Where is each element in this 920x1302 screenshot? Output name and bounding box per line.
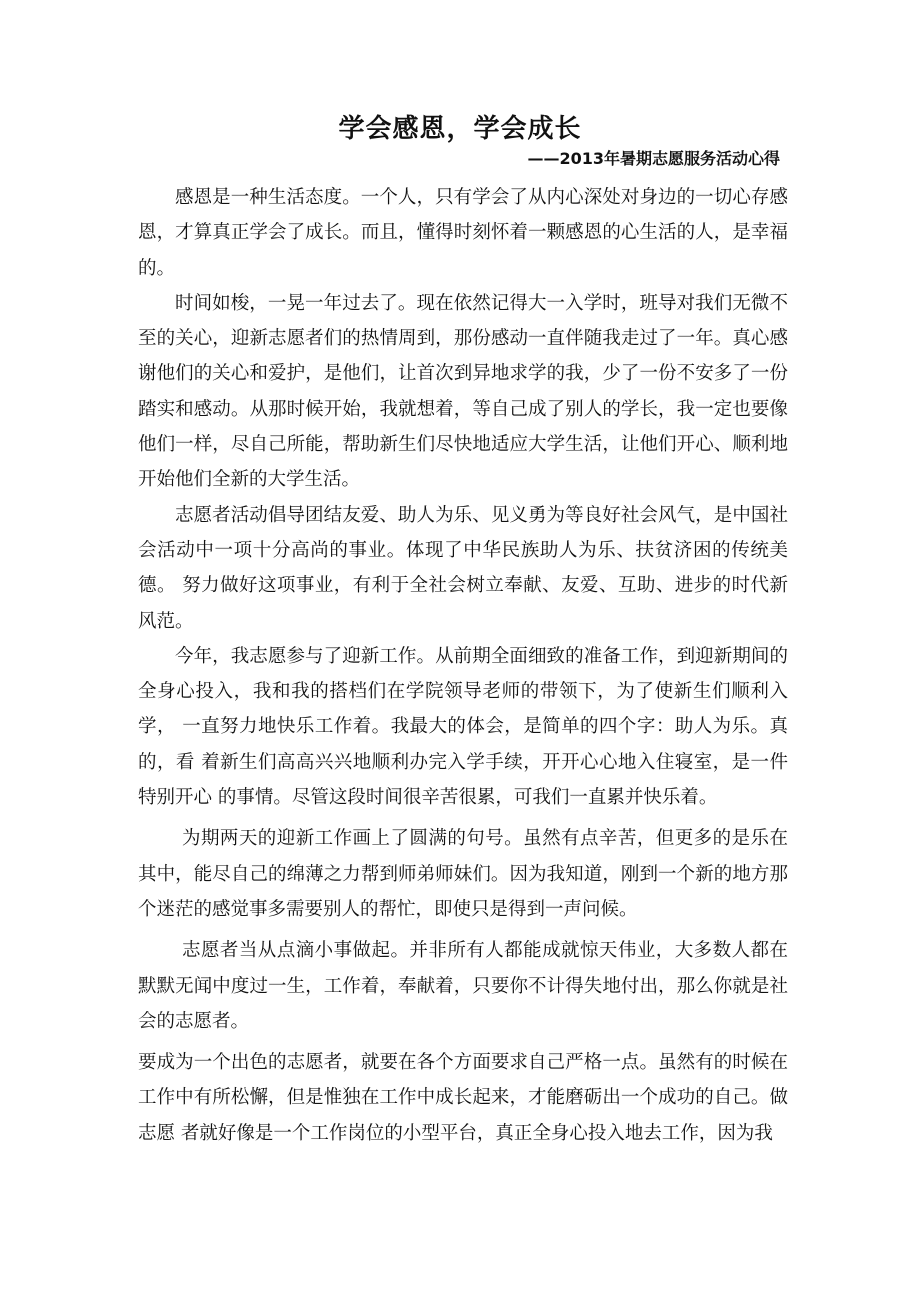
document-body [138, 180, 788, 1151]
paragraph-two-days: 为期两天的迎新工作画上了圆满的句号。虽然有点辛苦，但更多的是乐在其中，能尽自己的绵薄之力帮到师弟师妹们。因为我知道，刚到一个新的地方那个迷茫的感觉事多需要别人的帮忙，即使只是得到一声问候。 [138, 828, 788, 920]
document-subtitle: ——2013年暑期志愿服务活动心得 [527, 149, 780, 168]
document-title: 学会感恩，学会成长 [338, 114, 582, 145]
paragraph-time-flies: 时间如梭，一晃一年过去了。现在依然记得大一入学时，班导对我们无微不至的关心，迎新志愿者们的热情周到，那份感动一直伴随我走过了一年。真心感谢他们的关心和爱护，是他们，让首次到异地求学的我，少了一份不安多了一份踏实和感动。从那时候开始，我就想着，等自己成了别人的学长，我一定也要像他们一样，尽自己所能，帮助新生们尽快地适应大学生活，让他们开心、顺利地开始他们全新的大学生活。 [138, 292, 788, 491]
paragraph-small-things: 志愿者当从点滴小事做起。并非所有人都能成就惊天伟业，大多数人都在默默无闻中度过一生，工作着，奉献着，只要你不计得失地付出，那么你就是社会的志愿者。 [138, 940, 788, 1032]
paragraph-gratitude: 感恩是一种生活态度。一个人，只有学会了从内心深处对身边的一切心存感恩，才算真正学会了成长。而且，懂得时刻怀着一颗感恩的心生活的人，是幸福的。 [138, 187, 788, 279]
paragraph-orientation-work: 今年，我志愿参与了迎新工作。从前期全面细致的准备工作，到迎新期间的全身心投入，我和我的搭档们在学院领导老师的带领下，为了使新生们顺利入学， 一直努力地快乐工作着。我最大的体会，是简单的四个字：助人为乐。真的，看 着新生们高高兴兴地顺利办完入学手续，开开心心地入住寝室，是一件特别开心 的事情。尽管这段时间很辛苦很累，可我们一直累并快乐着。 [138, 645, 788, 809]
paragraph-excellent-volunteer: 要成为一个出色的志愿者，就要在各个方面要求自己严格一点。虽然有的时候在工作中有所松懈，但是惟独在工作中成长起来，才能磨砺出一个成功的自己。做志愿 者就好像是一个工作岗位的小型平台，真正全身心投入地去工作，因为我 [138, 1052, 788, 1144]
paragraph-volunteer-activity: 志愿者活动倡导团结友爱、助人为乐、见义勇为等良好社会风气，是中国社会活动中一项十分高尚的事业。体现了中华民族助人为乐、扶贫济困的传统美德。 努力做好这项事业，有利于全社会树立奉献、友爱、互助、进步的时代新风范。 [138, 504, 788, 632]
